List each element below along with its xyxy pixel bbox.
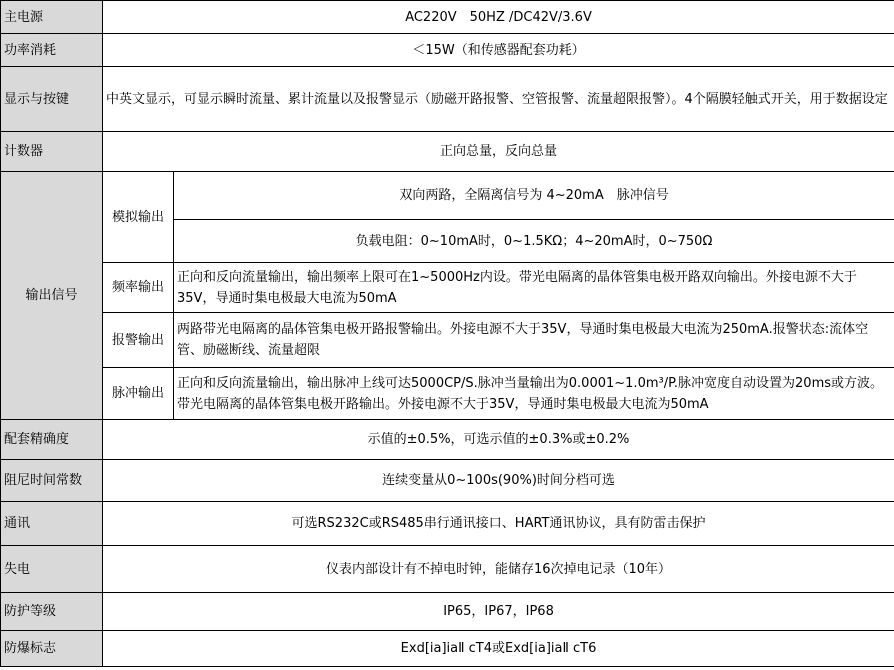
alarm-output-label: 报警输出 — [103, 313, 174, 368]
comm-label: 通讯 — [1, 502, 103, 546]
display-label: 显示与按键 — [1, 67, 103, 132]
pulse-output-label: 脉冲输出 — [103, 368, 174, 420]
analog-output-label: 模拟输出 — [103, 172, 174, 263]
analog-output-value-1: 双向两路，全隔离信号为 4~20mA 脉冲信号 — [174, 172, 894, 220]
powerloss-label: 失电 — [1, 546, 103, 593]
explosion-label: 防爆标志 — [1, 631, 103, 667]
table-row — [1, 420, 894, 460]
output-label: 输出信号 — [1, 172, 103, 420]
counter-label: 计数器 — [1, 132, 103, 172]
table-row — [1, 593, 894, 631]
table-row — [1, 67, 894, 132]
power-value: AC220V 50HZ /DC42V/3.6V — [103, 1, 894, 34]
table-row — [1, 132, 894, 172]
table-row — [1, 631, 894, 667]
table-row — [1, 313, 894, 368]
table-row — [1, 1, 894, 34]
explosion-value: Exd[ia]iaⅡ cT4或Exd[ia]iaⅡ cT6 — [103, 631, 894, 667]
display-value: 中英文显示，可显示瞬时流量、累计流量以及报警显示（励磁开路报警、空管报警、流量超限报警）。4个隔膜轻触式开关，用于数据设定 — [103, 67, 894, 132]
protection-label: 防护等级 — [1, 593, 103, 631]
consumption-value: ＜15W（和传感器配套功耗） — [103, 34, 894, 67]
table-row — [1, 502, 894, 546]
powerloss-value: 仪表内部设计有不掉电时钟，能储存16次掉电记录（10年） — [103, 546, 894, 593]
analog-output-value-2: 负载电阻：0~10mA时，0~1.5KΩ；4~20mA时，0~750Ω — [174, 220, 894, 263]
accuracy-value: 示值的±0.5%，可选示值的±0.3%或±0.2% — [103, 420, 894, 460]
table-row — [1, 368, 894, 420]
table-row — [1, 546, 894, 593]
counter-value: 正向总量，反向总量 — [103, 132, 894, 172]
damping-label: 阻尼时间常数 — [1, 460, 103, 502]
frequency-output-label: 频率输出 — [103, 263, 174, 313]
damping-value: 连续变量从0~100s(90%)时间分档可选 — [103, 460, 894, 502]
table-row — [1, 263, 894, 313]
pulse-output-value: 正向和反向流量输出，输出脉冲上线可达5000CP/S.脉冲当量输出为0.0001~1.0m³/P.脉冲宽度自动设置为20ms或方波。带光电隔离的晶体管集电极开路输出。外接电源不大于35V，导通时集电极最大电流为50mA — [174, 368, 894, 420]
protection-value: IP65，IP67，IP68 — [103, 593, 894, 631]
accuracy-label: 配套精确度 — [1, 420, 103, 460]
table-row — [1, 460, 894, 502]
power-label: 主电源 — [1, 1, 103, 34]
comm-value: 可选RS232C或RS485串行通讯接口、HART通讯协议，具有防雷击保护 — [103, 502, 894, 546]
table-row — [1, 34, 894, 67]
table-row — [1, 172, 894, 220]
alarm-output-value: 两路带光电隔离的晶体管集电极开路报警输出。外接电源不大于35V，导通时集电极最大电流为250mA.报警状态:流体空管、励磁断线、流量超限 — [174, 313, 894, 368]
frequency-output-value: 正向和反向流量输出，输出频率上限可在1~5000Hz内设。带光电隔离的晶体管集电极开路双向输出。外接电源不大于35V，导通时集电极最大电流为50mA — [174, 263, 894, 313]
consumption-label: 功率消耗 — [1, 34, 103, 67]
